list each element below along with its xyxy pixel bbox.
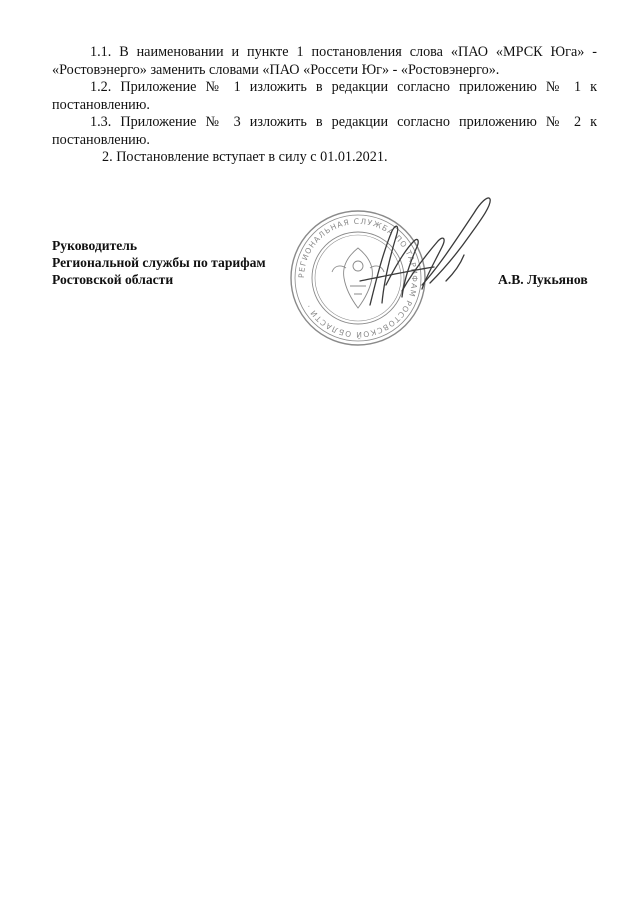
signer-name: А.В. Лукьянов [498,272,588,287]
position-title: Руководитель [52,238,138,253]
paragraph-2: 2. Постановление вступает в силу с 01.01.2021. [102,149,388,165]
paragraph-1-2: 1.2. Приложение № 1 изложить в редакции согласно приложению № 1 к постановлению. [52,79,597,113]
handwritten-signature [330,185,500,320]
document-body [52,44,597,167]
signatory-position [52,237,266,288]
paragraph-1-1: 1.1. В наименовании и пункте 1 постановления слова «ПАО «МРСК Юга» - «Ростовэнерго» заменить словами «ПАО «Россети Юг» - «Ростовэнерго». [52,44,597,78]
svg-text:РЕГИОНАЛЬНАЯ СЛУЖБА ПО ТАРИФАМ: РЕГИОНАЛЬНАЯ СЛУЖБА ПО ТАРИФАМ РОСТОВСКОЙ ОБЛАСТИ · [296,216,420,340]
paragraph-1-3: 1.3. Приложение № 3 изложить в редакции согласно приложению № 2 к постановлению. [52,114,597,148]
position-organization: Региональной службы по тарифам [52,255,266,270]
position-region: Ростовской области [52,272,174,287]
